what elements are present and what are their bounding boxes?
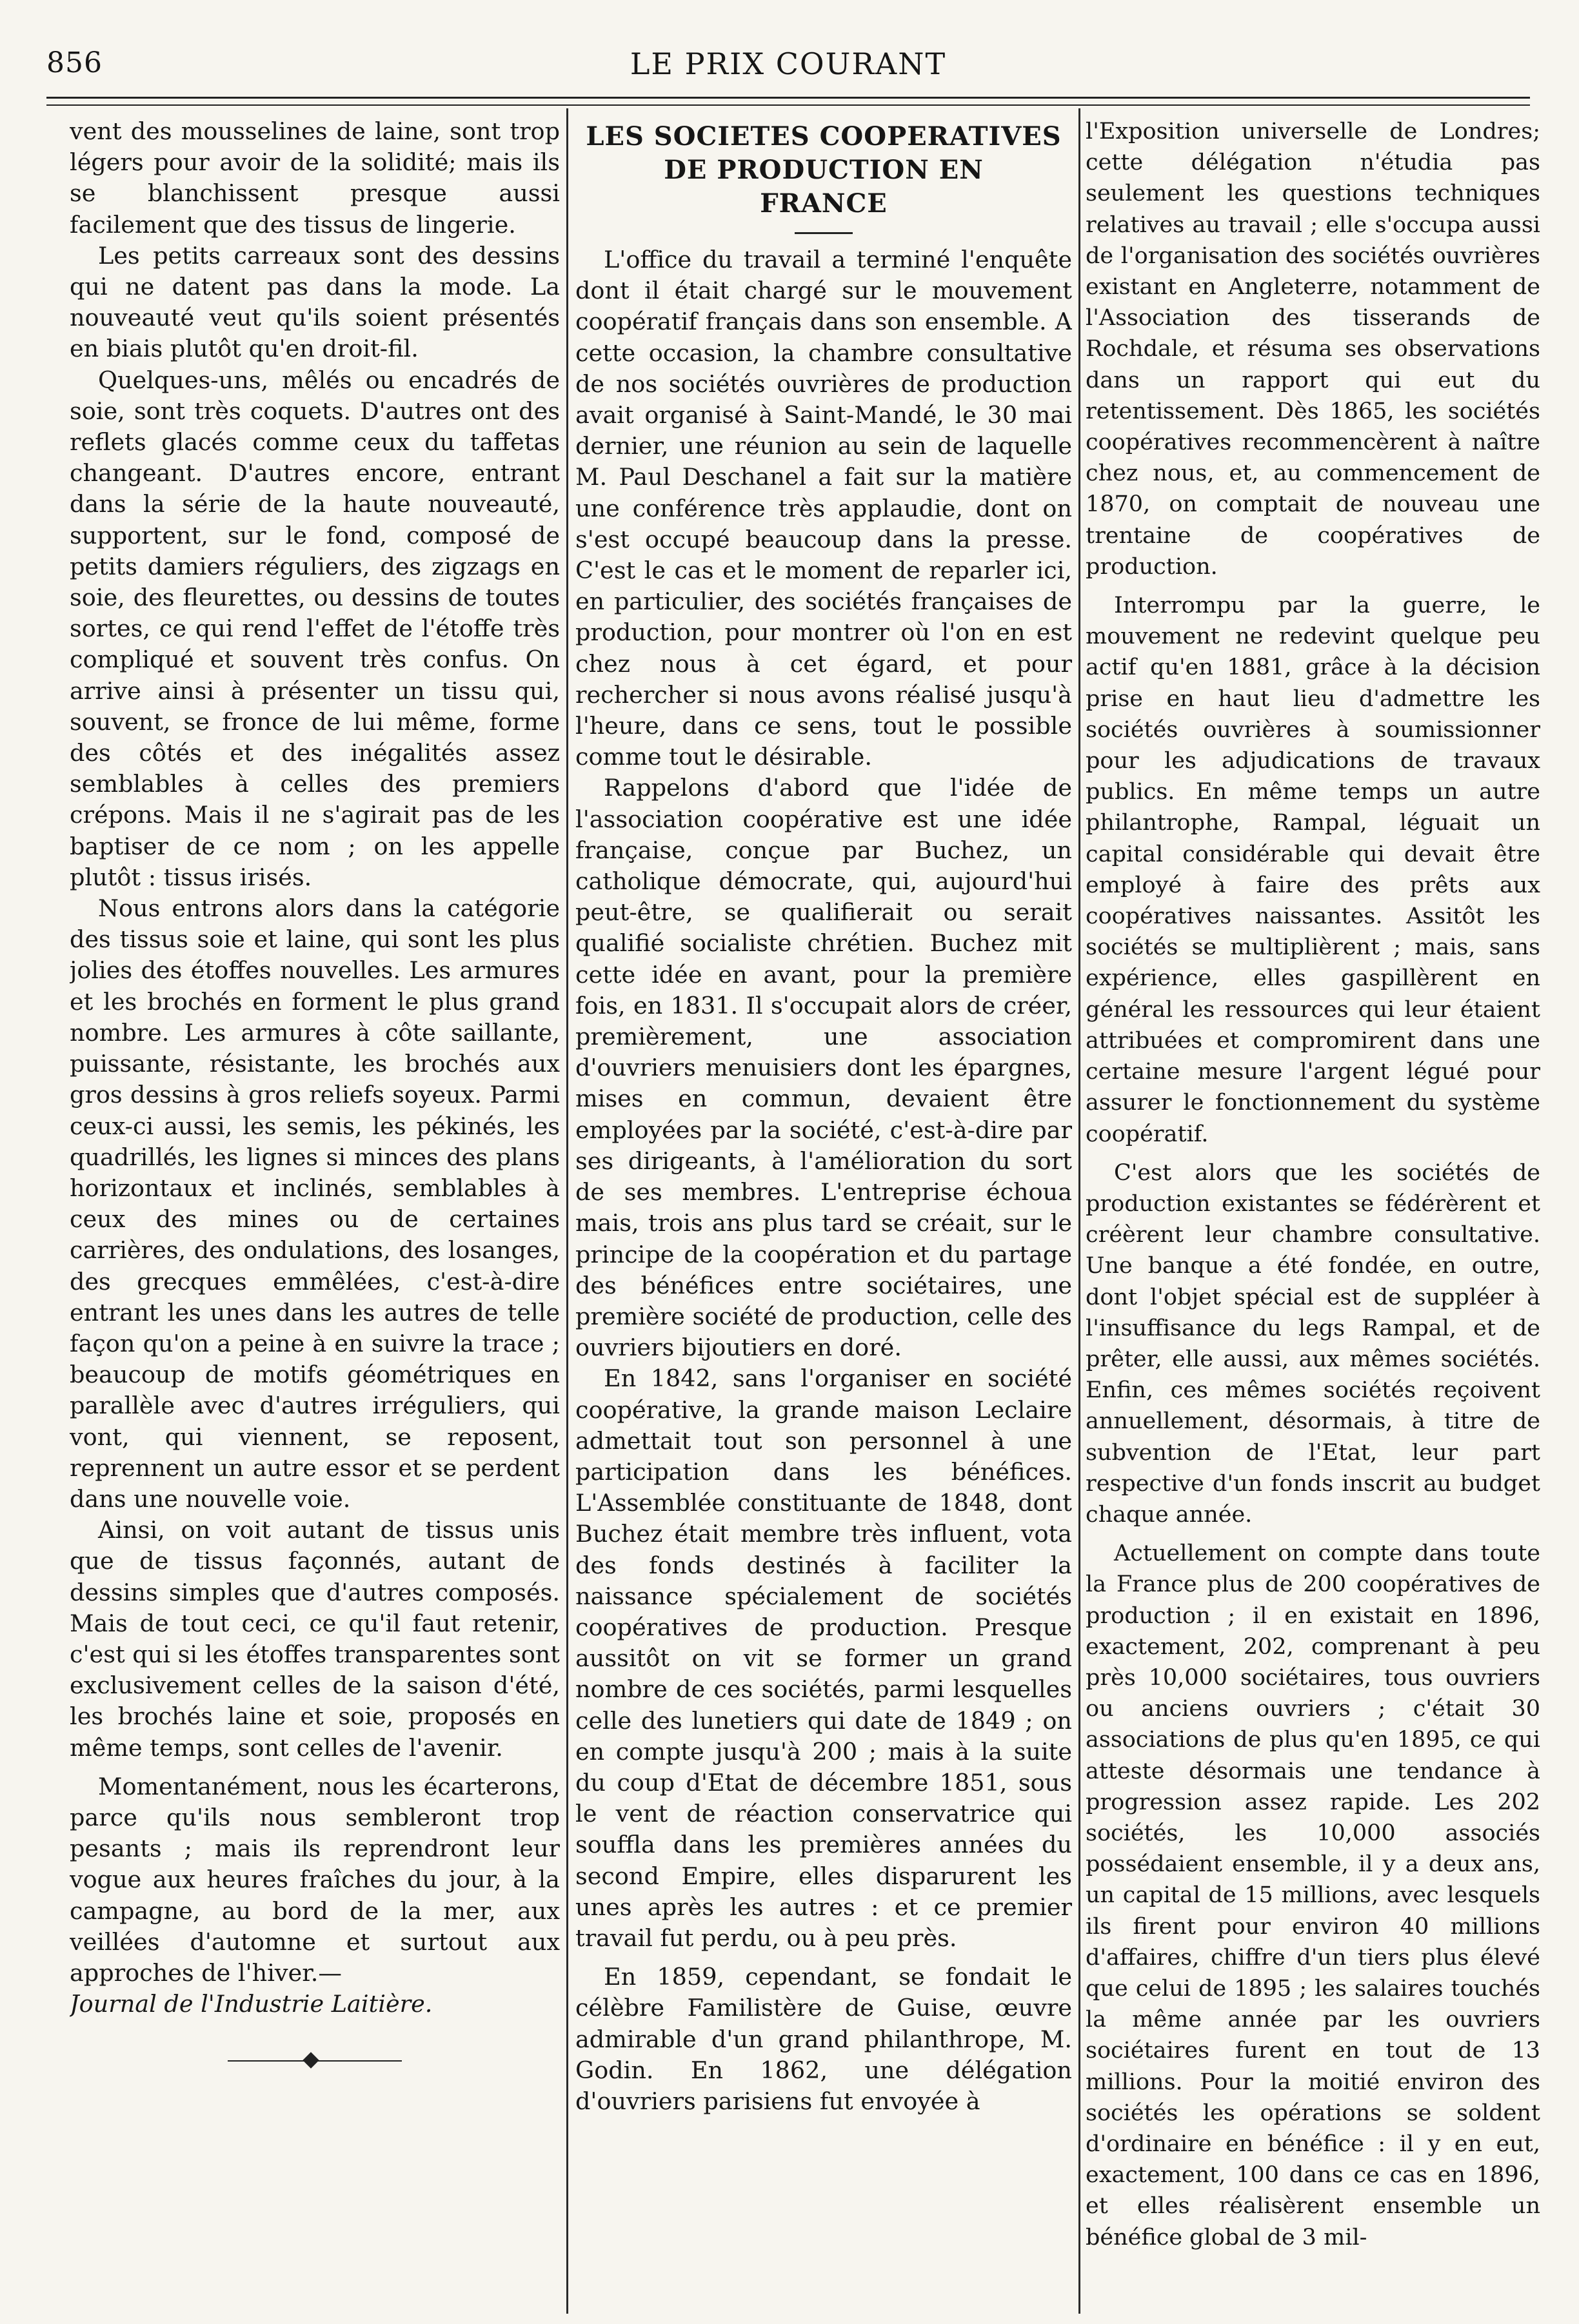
paragraph: L'office du travail a terminé l'enquête dont il était chargé sur le mouvement coopératif français dans son ensemble. A cette occasion, la chambre consultative de nos sociétés ouvrières de production avait organisé à Saint-Mandé, le 30 mai dernier, une réunion au sein de laquelle M. Paul Deschanel a fait sur la matière une conférence très applaudie, dont on s'est occupé beaucoup dans la presse. C'est le cas et le moment de reparler ici, en particulier, des sociétés françaises de production, pour montrer où l'on en est chez nous à cet égard, et pour rechercher si nous avons réalisé jusqu'à l'heure, dans ce sens, tout le possible comme tout le désirable.	[575, 246, 1072, 771]
journal-title: LE PRIX COURANT	[630, 46, 947, 81]
article-title-line: LES SOCIETES COOPERATIVES	[586, 121, 1062, 152]
paragraph: Actuellement on compte dans toute la France plus de 200 coopératives de production ; il en existait en 1896, exactement, 202, comprenant à peu près 10,000 sociétaires, tous ouvriers ou anciens ouvriers ; c'était 30 associations de plus qu'en 1895, ce qui atteste désormais une tendance à progression assez rapide. Les 202 sociétés, les 10,000 associés possédaient ensemble, il y a deux ans, un capital de 15 millions, avec lesquels ils firent pour environ 40 millions d'affaires, chiffre d'un tiers plus élevé que celui de 1895 ; les salaires touchés la même année par les ouvriers sociétaires furent en tout de 13 millions. Pour la moitié environ des sociétés les opérations se soldent d'ordinaire en bénéfice : il y en eut, exactement, 100 dans ce cas en 1896, et elles réalisèrent ensemble un bénéfice global de 3 mil-	[1086, 1541, 1540, 2250]
paragraph: Momentanément, nous les écarterons, parce qu'ils nous sembleront trop pesants ; mais ils reprendront leur vogue aux heures fraîches du jour, à la campagne, au bord de la mer, aux veillées d'automne et surtout aux approches de l'hiver.—	[70, 1772, 560, 1987]
paragraph: En 1842, sans l'organiser en société coopérative, la grande maison Leclaire admettait tout son personnel à une participation dans les bénéfices. L'Assemblée constituante de 1848, dont Buchez était membre très influent, vota des fonds destinés à faciliter la naissance spécialement de sociétés coopératives de production. Presque aussitôt on vit se former un grand nombre de ces sociétés, parmi lesquelles celle des lunetiers qui date de 1849 ; on en compte jusqu'à 200 ; mais à la suite du coup d'Etat de décembre 1851, sous le vent de réaction conservatrice qui souffla dans les premières années du second Empire, elles disparurent les unes après les autres : et ce premier travail fut perdu, ou à peu près.	[575, 1364, 1072, 1952]
paragraph: vent des mousselines de laine, sont trop légers pour avoir de la solidité; mais ils se blanchissent presque aussi facilement que des tissus de lingerie.	[70, 117, 560, 239]
column-divider	[566, 108, 568, 2314]
source-attribution: Journal de l'Industrie Laitière.	[70, 1990, 433, 2018]
paragraph: Quelques-uns, mêlés ou encadrés de soie, sont très coquets. D'autres ont des reflets glacés comme ceux du taffetas changeant. D'autres encore, entrant dans la série de la haute nouveauté, supportent, sur le fond, composé de petits damiers réguliers, des zigzags en soie, des fleurettes, ou dessins de toutes sortes, ce qui rend l'effet de l'étoffe très compliqué et souvent très confus. On arrive ainsi à présenter un tissu qui, souvent, se fronce de lui même, forme des côtés et des inégalités assez semblables à celles des premiers crépons. Mais il ne s'agirait pas de les baptiser de ce nom ; on les appelle plutôt : tissus irisés.	[70, 366, 560, 891]
end-ornament	[228, 2054, 402, 2067]
article-title	[575, 120, 1072, 221]
paragraph: C'est alors que les sociétés de production existantes se fédérèrent et créèrent leur chambre consultative. Une banque a été fondée, en outre, dont l'objet spécial est de suppléer à l'insuffisance du legs Rampal, et de prêter, elle aussi, aux mêmes sociétés. Enfin, ces mêmes sociétés reçoivent annuellement, désormais, à titre de subvention de l'Etat, leur part respective d'un fonds inscrit au budget chaque année.	[1086, 1159, 1540, 1528]
paragraph: Les petits carreaux sont des dessins qui ne datent pas dans la mode. La nouveauté veut qu'ils soient présentés en biais plutôt qu'en droit-fil.	[70, 241, 560, 363]
paragraph: Interrompu par la guerre, le mouvement ne redevint quelque peu actif qu'en 1881, grâce à la décision prise en haut lieu d'admettre les sociétés ouvrières à soumissionner pour les adjudications de travaux publics. En même temps un autre philantrophe, Rampal, léguait un capital considérable qui devait être employé à faire des prêts aux coopératives naissantes. Assitôt les sociétés se multiplièrent ; mais, sans expérience, elles gaspillèrent en général les ressources qui leur étaient attribuées et compromirent dans une certaine mesure l'argent légué pour assurer le fonctionnement du système coopératif.	[1086, 593, 1540, 1147]
paragraph: Ainsi, on voit autant de tissus unis que de tissus façonnés, autant de dessins simples que d'autres composés. Mais de tout ceci, ce qu'il faut retenir, c'est qui si les étoffes transparentes sont exclusivement celles de la saison d'été, les brochés laine et soie, proposés en même temps, sont celles de l'avenir.	[70, 1516, 560, 1762]
page-header	[46, 40, 1530, 92]
article-title-line: DE PRODUCTION EN	[664, 155, 984, 185]
column-3	[1086, 116, 1540, 2296]
paragraph: Nous entrons alors dans la catégorie des tissus soie et laine, qui sont les plus jolies des étoffes nouvelles. Les armures et les brochés en forment le plus grand nombre. Les armures à côte saillante, puissante, résistante, les brochés aux gros dessins à gros reliefs soyeux. Parmi ceux-ci aussi, les semis, les pékinés, les quadrillés, les lignes si minces des plans horizontaux et inclinés, semblables à ceux des mines ou de certaines carrières, des ondulations, des losanges, des grecques emmêlées, c'est-à-dire entrant les unes dans les autres de telle façon qu'on a peine à en suivre la trace ; beaucoup de motifs géométriques en parallèle avec d'autres irréguliers, qui vont, qui viennent, se reposent, reprennent un autre essor et se perdent dans une nouvelle voie.	[70, 894, 560, 1513]
paragraph: l'Exposition universelle de Londres; cette délégation n'étudia pas seulement les questions techniques relatives au travail ; elle s'occupa aussi de l'organisation des sociétés ouvrières existant en Angleterre, notamment de l'Association des tisserands de Rochdale, et résuma ses observations dans un rapport qui eut du retentissement. Dès 1865, les sociétés coopératives recommencèrent à naître chez nous, et, au commencement de 1870, on comptait de nouveau une trentaine de coopératives de production.	[1086, 119, 1540, 580]
column-1	[70, 116, 560, 2296]
column-divider	[1078, 108, 1080, 2314]
header-rule	[46, 97, 1530, 99]
page-number: 856	[46, 46, 103, 79]
column-2	[575, 116, 1072, 2296]
title-separator	[795, 232, 853, 234]
paragraph: En 1859, cependant, se fondait le célèbre Familistère de Guise, œuvre admirable d'un grand philanthrope, M. Godin. En 1862, une délégation d'ouvriers parisiens fut envoyée à	[575, 1963, 1072, 2115]
header-rule-thin	[46, 104, 1530, 106]
paragraph: Rappelons d'abord que l'idée de l'association coopérative est une idée française, conçue par Buchez, un catholique démocrate, qui, aujourd'hui peut-être, se qualifierait ou serait qualifié socialiste chrétien. Buchez mit cette idée en avant, pour la première fois, en 1831. Il s'occupait alors de créer, premièrement, une association d'ouvriers menuisiers dont les épargnes, mises en commun, devaient être employées par la société, c'est-à-dire par ses dirigeants, à l'amélioration du sort de ses membres. L'entreprise échoua mais, trois ans plus tard se créait, sur le principe de la coopération et du partage des bénéfices entre sociétaires, une première société de production, celle des ouvriers bijoutiers en doré.	[575, 774, 1072, 1362]
article-title-line: FRANCE	[760, 188, 888, 219]
